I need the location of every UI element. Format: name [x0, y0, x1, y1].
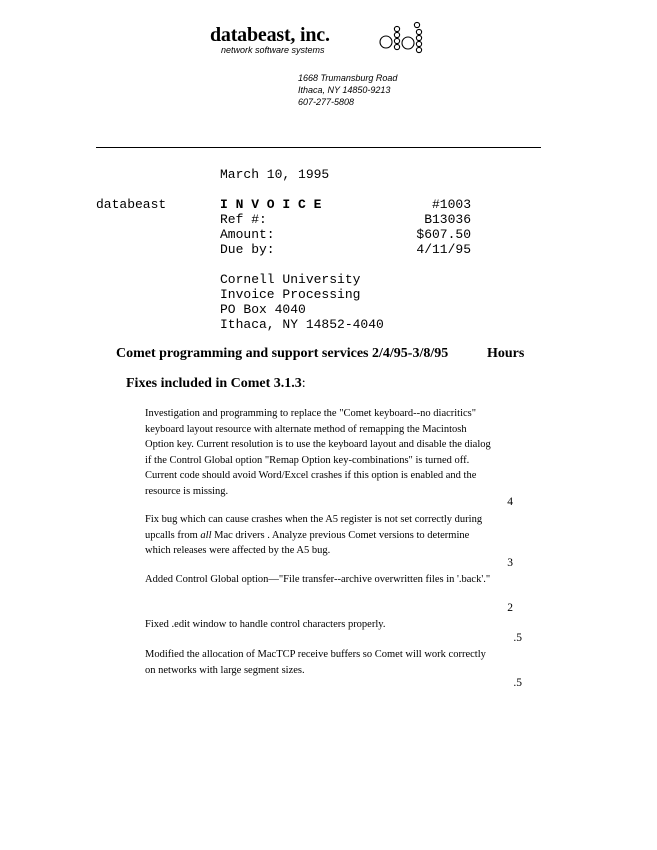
- recipient-line-3: PO Box 4040: [220, 302, 306, 317]
- due-label: Due by:: [220, 242, 275, 257]
- fixes-subheading: [126, 376, 306, 392]
- invoice-title-row: [220, 197, 471, 212]
- amount-row: [220, 227, 471, 242]
- due-row: [220, 242, 471, 257]
- company-name: databeast, inc.: [210, 24, 330, 46]
- amount-value: $607.50: [416, 227, 471, 242]
- ref-row: [220, 212, 471, 227]
- invoice-number: #1003: [431, 197, 471, 212]
- line-item-description: Fixed .edit window to handle control characters properly.: [145, 619, 386, 630]
- amount-label: Amount:: [220, 227, 275, 242]
- line-item-hours: 3: [507, 557, 513, 569]
- line-item-hours: .5: [513, 632, 522, 644]
- sender-name: databeast: [96, 197, 167, 212]
- address-line-2: Ithaca, NY 14850-9213: [298, 85, 391, 95]
- line-item-description: [145, 512, 495, 559]
- hours-header: Hours: [487, 346, 525, 361]
- invoice-title: I N V O I C E: [220, 197, 322, 212]
- line-item-hours: 4: [507, 496, 513, 508]
- ref-label: Ref #:: [220, 212, 267, 227]
- line-item-text-emphasis: all: [200, 529, 212, 541]
- company-tagline: network software systems: [221, 45, 325, 55]
- ref-value: B13036: [424, 212, 471, 227]
- line-item-description: Modified the allocation of MacTCP receive buffers so Comet will work correctly on networks with large segment sizes.: [145, 649, 486, 676]
- line-item-description: Added Control Global option—"File transfer--archive overwritten files in '.back'.": [145, 574, 491, 585]
- fixes-subheading-text: Fixes included in Comet 3.1.3: [126, 376, 302, 391]
- line-item-description: Investigation and programming to replace the "Comet keyboard--no diacritics" keyboard layout resource with alternate method of remapping the Macintosh Option key. Current resolution is to use the keyboard layout and disable the dialog if the Control Global option "Remap Option key-combinations" is turned off. Current code should avoid Word/Excel crashes if this option is enabled and the resource is missing.: [145, 408, 491, 497]
- line-item-text-after: Mac drivers . Analyze previous Comet versions to determine which releases were affected by the A5 bug.: [145, 529, 470, 557]
- phone-number: 607-277-5808: [298, 97, 355, 107]
- line-item-hours: .5: [513, 677, 522, 689]
- line-item-hours: 2: [507, 602, 513, 614]
- fixes-subheading-colon: :: [301, 376, 306, 391]
- recipient-line-1: Cornell University: [220, 272, 361, 287]
- due-value: 4/11/95: [416, 242, 471, 257]
- services-title: Comet programming and support services 2/4/95-3/8/95: [116, 346, 449, 361]
- recipient-line-4: Ithaca, NY 14852-4040: [220, 317, 384, 332]
- databeast-logo-icon: [377, 21, 433, 61]
- header-divider: [96, 147, 541, 148]
- invoice-date: March 10, 1995: [220, 167, 330, 182]
- recipient-line-2: Invoice Processing: [220, 287, 361, 302]
- address-line-1: 1668 Trumansburg Road: [298, 73, 398, 83]
- line-item-text-before: Fix bug which can cause crashes when the A5 register is not set correctly during upcalls from: [145, 514, 483, 541]
